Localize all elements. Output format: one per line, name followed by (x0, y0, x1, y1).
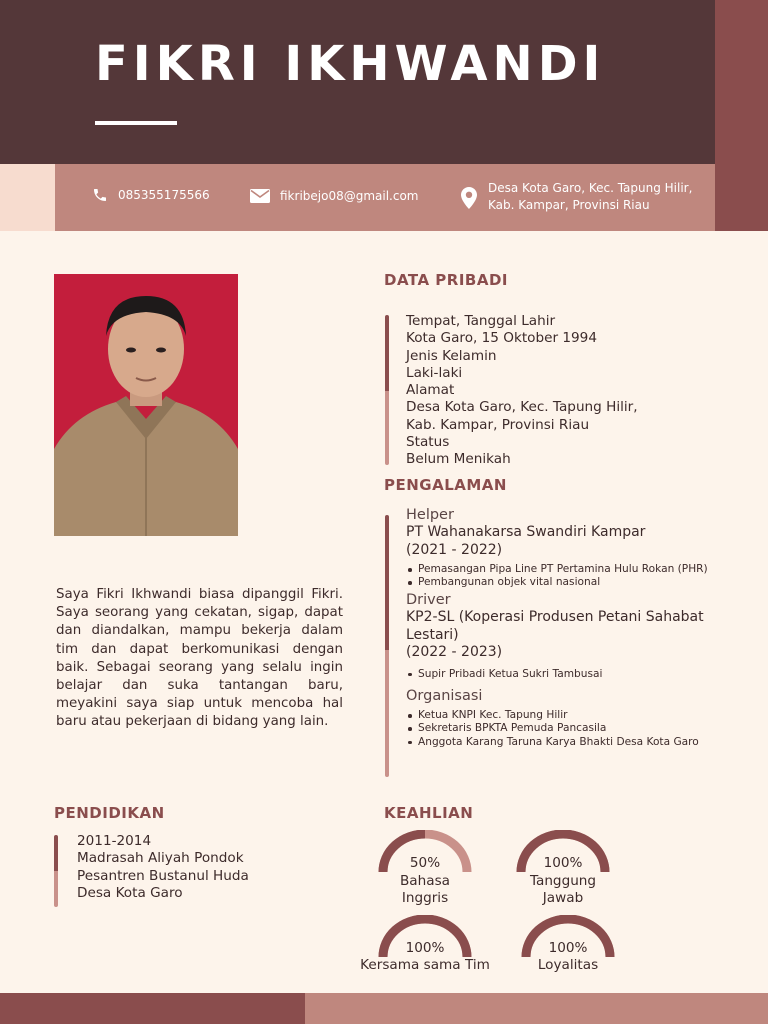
skill-item (355, 830, 495, 906)
phone-number: 085355175566 (118, 188, 210, 202)
about-paragraph: Saya Fikri Ikhwandi biasa dipanggil Fikri. Saya seorang yang cekatan, sigap, dapat dan diandalkan, mampu bekerja dalam tim dan dapat berkomunikasi dengan baik. Sebagai seorang yang selalu ingin belajar dan suka tantangan baru, meyakini saya siap untuk mencoba hal baru atau pekerjaan di bidang yang lain. (56, 587, 343, 730)
address-line-1: Desa Kota Garo, Kec. Tapung Hilir, (488, 181, 693, 195)
education-school-1: Madrasah Aliyah Pondok (77, 850, 244, 867)
footer-bar-right (305, 993, 768, 1024)
experience-title: PENGALAMAN (384, 476, 507, 494)
candidate-name: FIKRI IKHWANDI (95, 36, 606, 92)
skill-percent: 100% (548, 940, 588, 956)
gender-label: Jenis Kelamin (406, 347, 497, 364)
education-list (77, 833, 249, 902)
skill-percent: 100% (405, 940, 445, 956)
contact-address (461, 180, 692, 214)
job-bullet: Anggota Karang Taruna Karya Bhakti Desa Kota Garo (406, 736, 731, 749)
personal-data-bar (385, 315, 389, 465)
birth-value: Kota Garo, 15 Oktober 1994 (406, 330, 597, 347)
skill-label-line: Tanggung (529, 873, 597, 889)
phone-icon (92, 187, 108, 203)
skill-label (493, 873, 633, 907)
education-location: Desa Kota Garo (77, 884, 183, 901)
location-pin-icon (461, 187, 477, 209)
skill-percent: 50% (409, 855, 441, 871)
job-role: Helper (406, 507, 454, 523)
footer-bar-left (0, 993, 305, 1024)
profile-photo (54, 274, 238, 536)
skill-label-line: Inggris (401, 890, 449, 906)
email-icon (250, 189, 270, 203)
skill-label-line: Jawab (542, 890, 584, 906)
status-label: Status (406, 434, 450, 451)
job-bullet: Supir Pribadi Ketua Sukri Tambusai (406, 668, 731, 681)
personal-data-title: DATA PRIBADI (384, 271, 508, 289)
job-company: KP2-SL (Koperasi Produsen Petani Sahabat Lestari) (406, 609, 704, 643)
education-years: 2011-2014 (77, 833, 152, 849)
contact-bar-accent (0, 164, 55, 231)
header-accent-block (715, 0, 768, 231)
email-address: fikribejo08@gmail.com (280, 189, 419, 203)
education-bar (54, 835, 58, 907)
skill-item (498, 915, 638, 973)
job-bullet: Sekretaris BPKTA Pemuda Pancasila (406, 722, 731, 735)
address-label: Alamat (406, 382, 455, 399)
gender-value: Laki-laki (406, 364, 463, 381)
job-entry (406, 687, 731, 749)
job-entry (406, 506, 731, 589)
skill-percent: 100% (543, 855, 583, 871)
education-title: PENDIDIKAN (54, 804, 165, 822)
experience-list (406, 506, 731, 751)
skill-label-line: Kersama sama Tim (360, 957, 490, 973)
skill-label (498, 957, 638, 974)
skill-label (355, 957, 495, 974)
contact-phone (92, 187, 210, 203)
skill-item (493, 830, 633, 906)
job-role: Driver (406, 592, 451, 609)
name-underline (95, 121, 177, 125)
education-school-2: Pesantren Bustanul Huda (77, 867, 249, 884)
job-bullet: Ketua KNPI Kec. Tapung Hilir (406, 709, 731, 722)
skills-title: KEAHLIAN (384, 804, 474, 822)
address-value-2: Kab. Kampar, Provinsi Riau (406, 416, 590, 433)
job-entry (406, 591, 731, 681)
experience-bar (385, 515, 389, 777)
contact-email (250, 189, 419, 203)
personal-data-list (406, 313, 638, 469)
skill-label (355, 873, 495, 907)
job-bullet: Pembangunan objek vital nasional (406, 576, 731, 589)
job-period: (2021 - 2022) (406, 541, 503, 558)
status-value: Belum Menikah (406, 451, 511, 468)
skill-label-line: Bahasa (399, 873, 450, 889)
job-period: (2022 - 2023) (406, 644, 503, 661)
skill-label-line: Loyalitas (537, 957, 599, 973)
job-company: PT Wahanakarsa Swandiri Kampar (406, 524, 646, 540)
job-role: Organisasi (406, 688, 483, 705)
address-value-1: Desa Kota Garo, Kec. Tapung Hilir, (406, 399, 638, 416)
birth-label: Tempat, Tanggal Lahir (406, 313, 556, 329)
job-bullet: Pemasangan Pipa Line PT Pertamina Hulu Rokan (PHR) (406, 563, 731, 576)
address-line-2: Kab. Kampar, Provinsi Riau (488, 198, 650, 212)
skill-item (355, 915, 495, 973)
